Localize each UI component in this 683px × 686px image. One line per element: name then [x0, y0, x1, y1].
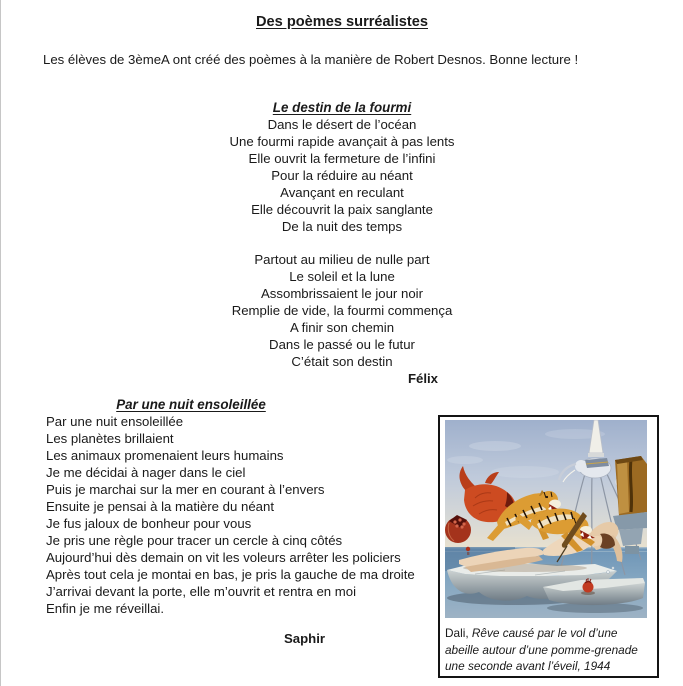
poem1-stanza-1	[1, 116, 683, 235]
poem-line: Je me décidai à nager dans le ciel	[46, 465, 246, 480]
poem-line: Partout au milieu de nulle part	[254, 252, 430, 267]
poem-line: Avançant en reculant	[280, 185, 404, 200]
poem-line: Remplie de vide, la fourmi commença	[231, 303, 453, 318]
poem-line: Elle découvrit la paix sanglante	[251, 202, 433, 217]
poem-line: Les planètes brillaient	[46, 431, 174, 446]
poem-line: Après tout cela je montai en bas, je pris la gauche de ma droite	[46, 567, 415, 582]
page-title: Des poèmes surréalistes	[256, 14, 428, 30]
poem-line: A finir son chemin	[289, 320, 395, 335]
intro-text: Les élèves de 3èmeA ont créé des poèmes à la manière de Robert Desnos. Bonne lecture !	[43, 52, 579, 67]
poem1-stanza-2	[1, 251, 683, 370]
poem1-author: Félix	[407, 371, 439, 386]
poem-line: Les animaux promenaient leurs humains	[46, 448, 284, 463]
poem-le-destin-de-la-fourmi	[1, 99, 683, 387]
poem-line: Dans le passé ou le futur	[269, 337, 415, 352]
poem-line: Dans le désert de l’océan	[267, 117, 417, 132]
poem-line: Ensuite je pensai à la matière du néant	[46, 499, 274, 514]
poem-line: C’était son destin	[291, 354, 393, 369]
caption-title: Rêve causé par le vol d’une abeille autour d’une pomme-grenade une seconde avant l’éveil, 1944	[445, 626, 638, 673]
poem-line: Aujourd’hui dès demain on vit les voleurs arrêter les policiers	[46, 550, 401, 565]
poem2-author: Saphir	[284, 631, 326, 646]
poem-line: Enfin je me réveillai.	[46, 601, 165, 616]
painting-caption	[445, 625, 653, 675]
poem-line: Je fus jaloux de bonheur pour vous	[46, 516, 252, 531]
dali-painting	[445, 420, 647, 618]
caption-artist: Dali,	[445, 626, 472, 640]
poem-line: De la nuit des temps	[281, 219, 403, 234]
poem2-title: Par une nuit ensoleillée	[116, 397, 266, 412]
poem-line: Par une nuit ensoleillée	[46, 414, 184, 429]
poem-line: Une fourmi rapide avançait à pas lents	[229, 134, 455, 149]
poem-line: Pour la réduire au néant	[271, 168, 413, 183]
poem1-title: Le destin de la fourmi	[272, 100, 412, 115]
dali-figure	[438, 415, 659, 678]
poem-line: J’arrivai devant la porte, elle m’ouvrit et rentra en moi	[46, 584, 357, 599]
poem-line: Puis je marchai sur la mer en courant à l’envers	[46, 482, 325, 497]
poem-line: Le soleil et la lune	[289, 269, 395, 284]
poem-line: Assombrissaient le jour noir	[261, 286, 423, 301]
poem-line: Elle ouvrit la fermeture de l’infini	[248, 151, 436, 166]
poem-line: Je pris une règle pour tracer un cercle à cinq côtés	[46, 533, 343, 548]
stanza-gap	[1, 235, 683, 251]
